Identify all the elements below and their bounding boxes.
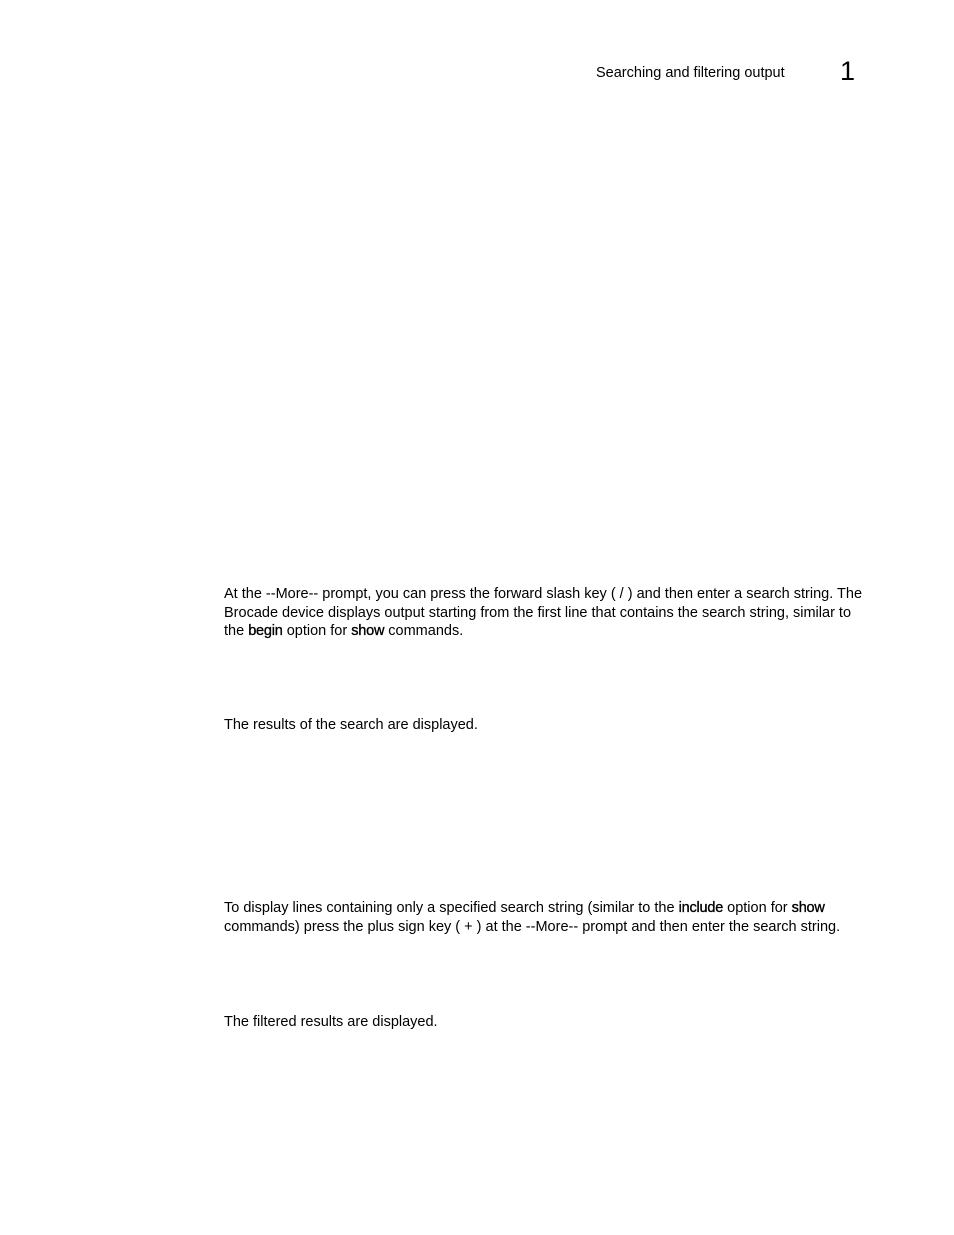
paragraph-text: commands) press the plus sign key ( + ) at the --More-- prompt and then enter the search string. xyxy=(224,918,841,935)
paragraph-text: option for xyxy=(723,900,792,916)
paragraph-filtered-results: The filtered results are displayed. xyxy=(224,1014,438,1030)
paragraph-text: option for xyxy=(282,623,352,640)
command-keyword-begin: begin xyxy=(248,623,283,640)
command-keyword-include: include xyxy=(678,900,724,916)
paragraph-text: To display lines containing only a specified search string (similar to the xyxy=(224,900,679,916)
paragraph-filter-plus-sign xyxy=(224,899,874,936)
command-keyword-show: show xyxy=(791,900,825,916)
chapter-number: 1 xyxy=(840,56,856,86)
paragraph-text: At the --More-- prompt, you can press the forward slash key ( / ) and then enter a search string. The Brocade device displays output starting from the first line that contains the search string, similar to the xyxy=(224,586,863,640)
running-header-title: Searching and filtering output xyxy=(596,65,785,81)
paragraph-search-forward-slash xyxy=(224,585,874,641)
paragraph-text: commands. xyxy=(384,623,464,640)
command-keyword-show: show xyxy=(351,623,385,640)
paragraph-search-results: The results of the search are displayed. xyxy=(224,717,478,733)
